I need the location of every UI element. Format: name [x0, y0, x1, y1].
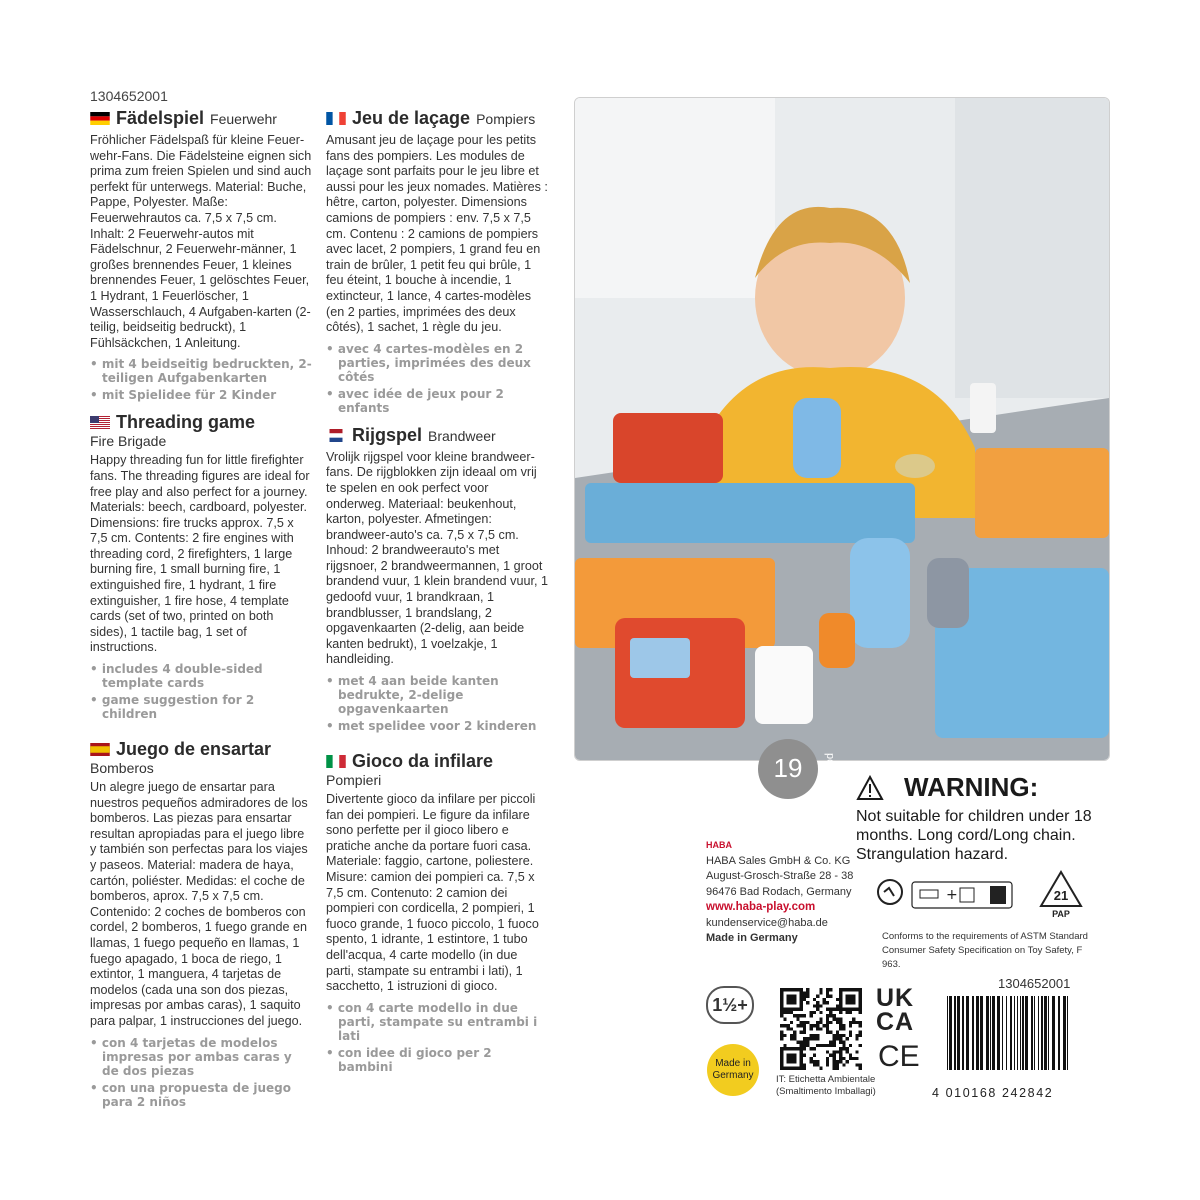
company-city: 96476 Bad Rodach, Germany	[706, 885, 852, 898]
astm-statement: Conforms to the requirements of ASTM Standard Consumer Safety Specification on Toy Safety, F 963.	[882, 931, 1088, 970]
warning-heading: WARNING:	[904, 772, 1039, 802]
german-flag-icon	[90, 112, 110, 125]
section-subtitle: Bomberos	[90, 760, 154, 777]
bullet: • con una propuesta de juego para 2 niños	[90, 1080, 292, 1109]
qr-code[interactable]	[780, 988, 862, 1070]
company-street: August-Grosch-Straße 28 - 38	[706, 870, 854, 882]
haba-logo: HABA	[706, 840, 732, 850]
ukca-mark: UK CA	[876, 984, 915, 1036]
section-it	[326, 751, 548, 1074]
photo-illustration	[575, 98, 1109, 760]
section-body: Un alegre juego de ensartar para nuestros pequeños admiradores de los bomberos. Las piezas para ensartar resultan apropiadas para el juego libre y también son perfectas para los viajes y paseos. Material: madera de haya, cartón, poliéster. Medidas: el coche de bomberos, aprox. 7,5 x 7,5 cm. Contenido: 2 coches de bomberos con cordel, 2 bomberos, 1 fuego grande en llamas, 1 fuego pequeño en llamas, 1 fuego apagado, 1 boca de riego, 1 extintor, 1 manguera, 4 tarjetas de modelos (cada una son dos piezas, impresas por ambas caras), 1 saquito para palpar, 1 instrucciones del juego.	[90, 780, 308, 1028]
website-link[interactable]: www.haba-play.com	[706, 901, 816, 913]
pieces-number: 19	[773, 753, 803, 783]
warning-text: Not suitable for children under 18 months. Long cord/Long chain. Strangulation hazard.	[856, 808, 1092, 863]
bullet: • con idee di gioco per 2 bambini	[326, 1045, 492, 1074]
barcode-number: 4 010168 242842	[932, 1086, 1054, 1100]
section-body: Fröhlicher Fädelspaß für kleine Feuer-wehr-Fans. Die Fädelsteine eignen sich prima zum freien Spielen und sind auch perfekt für unterwegs. Material: Buche, Pappe, Polyester. Maße: Feuerwehrautos ca. 7,5 x 7,5 cm. Inhalt: 2 Feuerwehr-autos mit Fädelschnur, 2 Feuerwehr-männer, 1 großes brennendes Feuer, 1 kleines brennendes Feuer, 1 gelöschtes Feuer, 1 Hydrant, 1 Feuerlöscher, 1 Wasserschlauch, 4 Aufgaben-karten (2-teilig, beidseitig bedruckt), 1 Fühlsäckchen, 1 Anleitung.	[90, 133, 312, 350]
french-flag-icon	[326, 112, 346, 125]
tidyman-icon	[878, 880, 902, 904]
section-title: Rijgspel	[352, 424, 423, 445]
recycling-material: PAP	[1052, 909, 1070, 918]
company-name: HABA Sales GmbH & Co. KG	[706, 854, 851, 867]
made-in-germany-text: Made in Germany	[712, 1058, 754, 1081]
sort-waste-icon	[912, 882, 1012, 908]
section-title: Fädelspiel	[116, 108, 205, 128]
company-info	[706, 838, 853, 947]
column-middle	[326, 108, 548, 1077]
svg-text:+: +	[946, 887, 958, 903]
us-flag-icon	[90, 416, 110, 429]
section-subtitle: Brandweer	[428, 427, 496, 444]
section-de	[90, 108, 312, 402]
section-subtitle: Feuerwehr	[210, 111, 277, 127]
spanish-flag-icon	[90, 743, 110, 756]
warning-triangle-icon	[856, 775, 884, 801]
bullet: • includes 4 double-sided template cards	[90, 662, 263, 691]
bullet: • mit 4 beidseitig bedruckten, 2-teiligen Aufgabenkarten	[90, 357, 312, 386]
email-link[interactable]: kundenservice@haba.de	[706, 916, 828, 929]
section-en	[90, 412, 312, 721]
section-title: Threading game	[116, 412, 256, 433]
italian-flag-icon	[326, 755, 346, 768]
recycling-symbols	[876, 868, 1086, 923]
pieces-badge	[758, 739, 836, 799]
qr-caption: IT: Etichetta Ambientale (Smaltimento Imballagi)	[776, 1074, 876, 1097]
section-body: Divertente gioco da infilare per piccoli fan dei pompieri. Le figure da infilare sono perfette per il gioco libero e pratiche anche da portare fuori casa. Materiale: faggio, cartone, poliestere. Misure: camion dei pompieri ca. 7,5 x 7,5 cm. Contenuto: 2 camion dei pompieri con cordicella, 2 pompieri, 1 fuoco grande, 1 fuoco piccolo, 1 fuoco spento, 1 idrante, 1 estintore, 1 tubo dell'acqua, 4 carte modello (in due parti, stampate su entrambi i lati), 1 sacchetto, 1 istruzioni di gioco.	[326, 792, 539, 994]
product-photo	[574, 97, 1110, 761]
recycling-code-icon	[1041, 872, 1081, 918]
section-title: Juego de ensartar	[116, 739, 272, 760]
ce-mark: CE	[878, 1040, 920, 1073]
dutch-flag-icon	[326, 429, 346, 442]
section-es	[90, 739, 312, 1109]
bullet: • game suggestion for 2 children	[90, 693, 255, 722]
section-fr	[326, 108, 548, 415]
column-left	[90, 108, 312, 1112]
warning-block	[856, 772, 1136, 864]
section-title: Gioco da infilare	[352, 751, 494, 772]
made-in-germany-badge	[707, 1044, 759, 1096]
section-subtitle: Pompieri	[326, 772, 382, 789]
section-body: Amusant jeu de laçage pour les petits fans des pompiers. Les modules de laçage sont parfaits pour le jeu libre et aussi pour les jeux nomades. Matières : hêtre, carton, polyester. Dimensions camions de pompiers : env. 7,5 x 7,5 cm. Contenu : 2 camions de pompiers avec lacet, 2 pompiers, 1 grand feu en train de brûler, 1 petit feu qui brûle, 1 feu éteint, 1 bouche à incendie, 1 extincteur, 1 lance, 4 cartes-modèles (en 2 parties, imprimées des deux côtés), 1 sachet, 1 règle du jeu.	[326, 133, 548, 335]
bullet: • avec 4 cartes-modèles en 2 parties, imprimées des deux côtés	[326, 341, 531, 384]
section-nl	[326, 425, 548, 733]
section-subtitle: Pompiers	[476, 111, 536, 127]
bullet: • avec idée de jeux pour 2 enfants	[326, 386, 504, 415]
section-subtitle: Fire Brigade	[90, 433, 167, 450]
sku-number-bottom: 1304652001	[998, 976, 1071, 991]
recycling-code: 21	[1053, 888, 1069, 903]
bullet: • mit Spielidee für 2 Kinder	[90, 388, 277, 403]
bullet: • con 4 tarjetas de modelos impresas por ambas caras y de dos piezas	[90, 1035, 292, 1078]
bullet: • con 4 carte modello in due parti, stampate su entrambi i lati	[326, 1000, 538, 1043]
bullet: • met spelidee voor 2 kinderen	[326, 719, 537, 734]
section-body: Vrolijk rijgspel voor kleine brandweer-fans. De rijgblokken zijn ideaal om vrij te spelen en ook perfect voor onderweg. Materiaal: beukenhout, karton, polyester. Afmetingen: brandweer-auto's ca. 7,5 x 7,5 cm. Inhoud: 2 brandweerauto's met rijgsnoer, 2 brandweermannen, 1 groot brandend vuur, 1 klein brandend vuur, 1 gedoofd vuur, 1 brandkraan, 1 brandblusser, 1 brandslang, 2 opgavenkaarten (2-delig, aan beide kanten bedrukt), 1 voelzakje, 1 handleiding.	[326, 449, 548, 667]
sku-number-top: 1304652001	[90, 88, 168, 104]
section-title: Jeu de laçage	[352, 108, 471, 128]
section-body: Happy threading fun for little firefighter fans. The threading figures are ideal for free play and also perfect for a journey. Materials: beech, cardboard, polyester. Dimensions: fire trucks approx. 7,5 x 7,5 cm. Contents: 2 fire engines with threading cord, 2 firefighters, 1 large burning fire, 1 small burning fire, 1 extinguished fire, 1 hydrant, 1 fire extinguisher, 1 fire hose, 4 template cards (set of two, printed on both sides), 1 tactile bag, 1 set of instructions.	[90, 453, 310, 655]
pieces-unit: pcs	[824, 753, 836, 771]
barcode	[945, 996, 1073, 1070]
bullet: • met 4 aan beide kanten bedrukte, 2-delige opgavenkaarten	[326, 674, 499, 717]
age-rating-badge: 1½+	[706, 986, 754, 1024]
made-in-label: Made in Germany	[706, 932, 798, 944]
